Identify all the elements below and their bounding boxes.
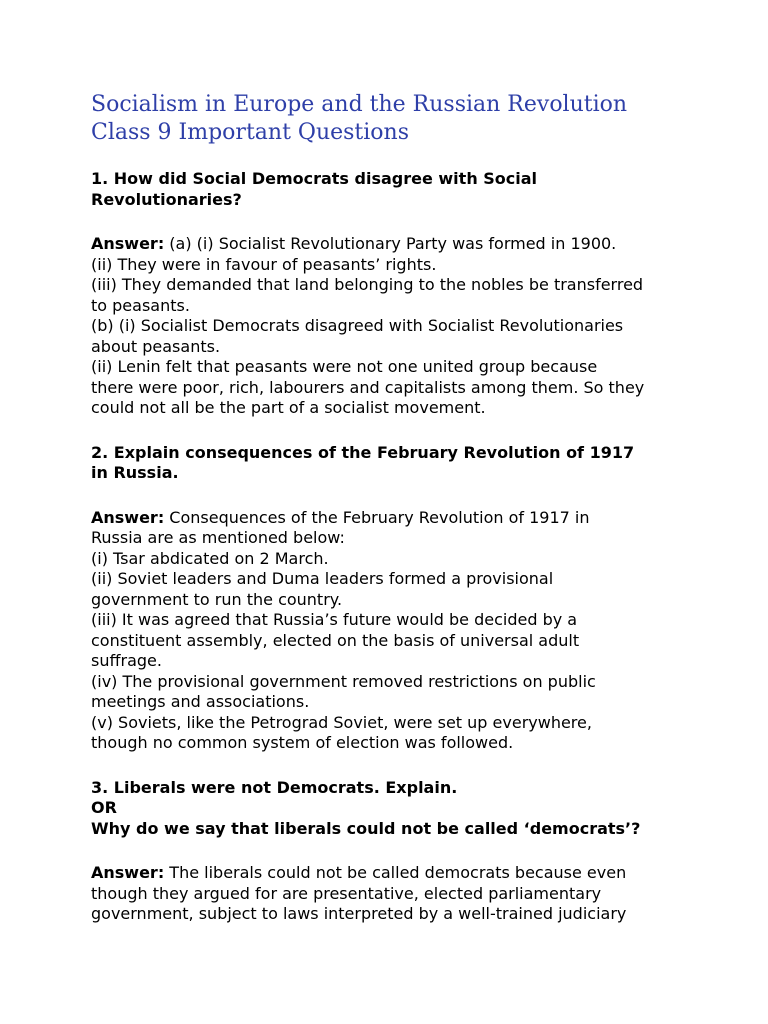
- answer-line: though no common system of election was followed.: [91, 733, 514, 752]
- page-title: [91, 91, 691, 147]
- answer-label: Answer:: [91, 507, 165, 527]
- answer-line: though they argued for are presentative, elected parliamentary: [91, 883, 602, 903]
- answer-line: (iv) The provisional government removed restrictions on public: [91, 671, 596, 691]
- answer-line: (b) (i) Socialist Democrats disagreed with Socialist Revolutionaries: [91, 316, 624, 335]
- answer-line: (ii) Soviet leaders and Duma leaders formed a provisional: [91, 569, 554, 588]
- answer-line: suffrage.: [91, 651, 162, 670]
- question-line: 2. Explain consequences of the February Revolution of 1917: [91, 442, 635, 462]
- answer-2: [91, 508, 691, 754]
- question-3: [91, 778, 691, 840]
- answer-text: The liberals could not be called democrats because even: [164, 863, 627, 882]
- answer-line: meetings and associations.: [91, 692, 310, 711]
- answer-line: [91, 863, 691, 884]
- answer-line: (ii) They were in favour of peasants’ rights.: [91, 254, 437, 274]
- answer-line: about peasants.: [91, 336, 221, 356]
- answer-line: (iii) It was agreed that Russia’s future would be decided by a: [91, 610, 578, 629]
- answer-line: (ii) Lenin felt that peasants were not one united group because: [91, 357, 598, 376]
- answer-text: Consequences of the February Revolution of 1917 in: [164, 507, 590, 527]
- question-line: Why do we say that liberals could not be called ‘democrats’?: [91, 818, 641, 838]
- question-line: 3. Liberals were not Democrats. Explain.: [91, 777, 458, 797]
- answer-3: [91, 863, 691, 925]
- answer-line: to peasants.: [91, 295, 190, 315]
- answer-line: Russia are as mentioned below:: [91, 528, 345, 547]
- question-line: OR: [91, 798, 117, 817]
- answer-line: constituent assembly, elected on the basis of universal adult: [91, 630, 580, 650]
- question-line: in Russia.: [91, 463, 179, 482]
- answer-line: there were poor, rich, labourers and capitalists among them. So they: [91, 377, 645, 397]
- question-2: [91, 443, 691, 484]
- answer-label: Answer:: [91, 234, 165, 253]
- answer-line: (iii) They demanded that land belonging to the nobles be transferred: [91, 275, 644, 294]
- title-line: Class 9 Important Questions: [91, 120, 410, 145]
- title-line: Socialism in Europe and the Russian Revolution: [91, 92, 628, 117]
- answer-line: could not all be the part of a socialist movement.: [91, 398, 486, 417]
- answer-label: Answer:: [91, 863, 165, 882]
- answer-line: (v) Soviets, like the Petrograd Soviet, were set up everywhere,: [91, 712, 592, 732]
- answer-line: (i) Tsar abdicated on 2 March.: [91, 548, 329, 568]
- answer-line: [91, 508, 691, 529]
- question-1: [91, 169, 691, 210]
- answer-line: government, subject to laws interpreted by a well-trained judiciary: [91, 904, 627, 923]
- answer-line: government to run the country.: [91, 589, 343, 609]
- document-body: [91, 91, 691, 949]
- answer-1: [91, 234, 691, 419]
- question-line: Revolutionaries?: [91, 189, 242, 209]
- question-line: 1. How did Social Democrats disagree with Social: [91, 169, 538, 188]
- answer-line: [91, 234, 691, 255]
- answer-text: (a) (i) Socialist Revolutionary Party was formed in 1900.: [164, 234, 617, 253]
